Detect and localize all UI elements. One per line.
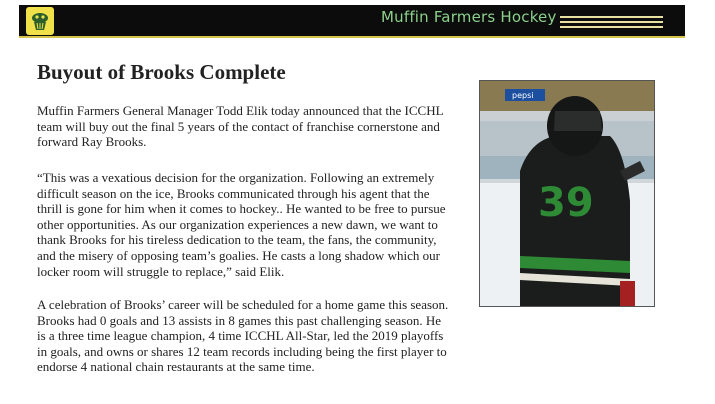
arena-banner-text: pepsi — [512, 91, 534, 100]
article-paragraph-1: Muffin Farmers General Manager Todd Elik today announced that the ICCHL team will buy out the final 5 years of the contact of franchise cornerstone and forward Ray Brooks. — [37, 103, 444, 150]
site-title[interactable]: Muffin Farmers Hockey — [381, 8, 557, 26]
article-paragraph-2: “This was a vexatious decision for the organization. Following an extremely difficult season on the ice, Brooks communicated through his agent that the thrill is gone for him when it comes to hockey.. He wanted to be free to pursue other opportunities. As our organization experiences a new dawn, we want to thank Brooks for his tireless dedication to the team, the fans, the community, and the misery of opposing team’s goalies. He casts a long shadow which our locker room will struggle to replace,” said Elik. — [37, 170, 446, 279]
muffin-logo-icon[interactable] — [26, 7, 54, 35]
player-photo — [479, 80, 655, 307]
jersey-number: 39 — [538, 180, 594, 226]
site-header — [19, 5, 685, 38]
hamburger-menu-icon[interactable] — [560, 14, 663, 30]
article-paragraph-3: A celebration of Brooks’ career will be scheduled for a home game this season. Brooks had 0 goals and 13 assists in 8 games this past challenging season. He is a three time league champion, 4 time ICCHL All-Star, led the 2019 playoffs in goals, and owns or shares 12 team records including being the first player to endorse 4 national chain restaurants at the same time. — [37, 297, 449, 375]
article-title: Buyout of Brooks Complete — [37, 60, 286, 84]
